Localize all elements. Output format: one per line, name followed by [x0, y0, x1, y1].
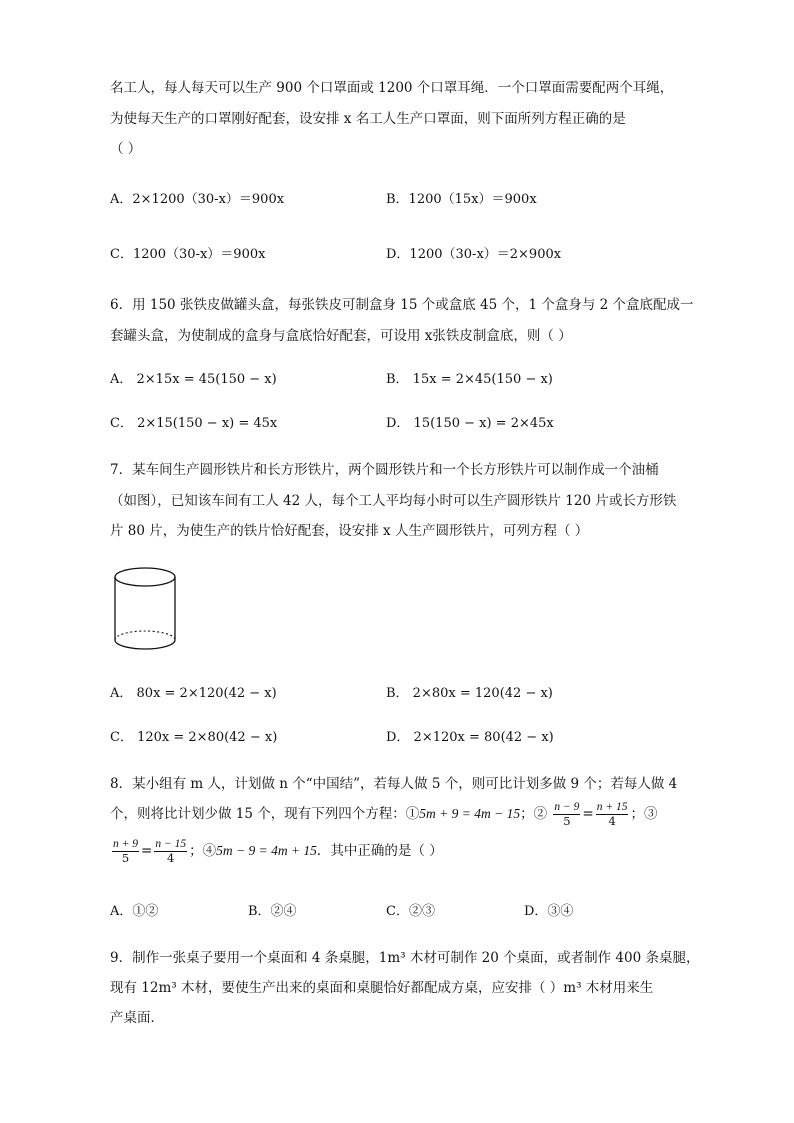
q7-text-line-2: （如图），已知该车间有工人 42 人，每个工人平均每小时可以生产圆形铁片 120 片或长方形铁 — [110, 493, 677, 509]
q8-text-line-1: 8．某小组有 m 人，计划做 n 个“中国结”，若每人做 5 个，则可比计划多做 9 个；若每人做 4 — [110, 776, 678, 792]
q8-equals: = — [141, 843, 153, 860]
q8-question-tail: ．其中正确的是（ ） — [316, 843, 443, 860]
q8-equation-4: 5m − 9 = 4m + 15 — [216, 843, 317, 859]
q5-option-a: A．2×1200（30-x）＝900x — [110, 192, 285, 207]
q6-text-line-1: 6．用 150 张铁皮做罐头盒，每张铁皮可制盒身 15 个或盒底 45 个，1 个盒身与 2 个盒底配成一 — [110, 297, 694, 313]
q6-option-c: C． 2×15(150 − x) = 45x — [110, 416, 278, 431]
q5-text-line-2: 为使每天生产的口罩刚好配套，设安排 x 名工人生产口罩面，则下面所列方程正确的是 — [110, 111, 626, 127]
cylinder-figure — [112, 564, 182, 656]
q8-option-d: D．③④ — [524, 904, 574, 919]
q5-option-c: C．1200（30-x）＝900x — [110, 247, 266, 262]
q9-text-line-2: 现有 12m³ 木材，要使生产出来的桌面和桌腿恰好都配成方桌，应安排（ ）m³ 木材用来生 — [110, 980, 654, 996]
q8-fraction: $\frac{n + 15}{4}$ — [596, 801, 628, 829]
q7-text-line-3: 片 80 片，为使生产的铁片恰好配套，设安排 x 人生产圆形铁片，可列方程（ ） — [110, 523, 589, 539]
q7-option-a: A． 80x = 2×120(42 − x) — [110, 686, 277, 701]
q5-option-d: D．1200（30-x）＝2×900x — [386, 247, 562, 262]
q8-separator: ；② — [520, 806, 548, 823]
q7-option-b: B． 2×80x = 120(42 − x) — [386, 686, 553, 701]
q8-option-c: C．②③ — [386, 904, 435, 919]
q9-text-line-1: 9．制作一张桌子要用一个桌面和 4 条桌腿，1m³ 木材可制作 20 个桌面，或者制作 400 条桌腿， — [110, 950, 700, 966]
q9-text-line-3: 产桌面． — [110, 1010, 164, 1026]
q8-option-b: B．②④ — [248, 904, 297, 919]
q6-option-d: D． 15(150 − x) = 2×45x — [386, 416, 554, 431]
q6-option-a: A． 2×15x = 45(150 − x) — [110, 372, 277, 387]
q7-option-d: D． 2×120x = 80(42 − x) — [386, 730, 554, 745]
q7-text-line-1: 7．某车间生产圆形铁片和长方形铁片，两个圆形铁片和一个长方形铁片可以制作成一个油桶 — [110, 462, 659, 478]
q6-text-line-2: 套罐头盒，为使制成的盒身与盒底恰好配套，可设用 x张铁皮制盒底，则（ ） — [110, 328, 572, 344]
q8-intro: 个，则将比计划少做 15 个，现有下列四个方程：① — [110, 806, 420, 823]
q8-separator: ；③ — [630, 806, 658, 823]
q8-separator: ；④ — [189, 843, 217, 860]
q5-text-line-1: 名工人，每人每天可以生产 900 个口罩面或 1200 个口罩耳绳．一个口罩面需要配两个耳绳， — [110, 80, 674, 96]
q7-option-c: C． 120x = 2×80(42 − x) — [110, 730, 278, 745]
q8-text-line-2 — [110, 801, 657, 828]
q8-fraction: $\frac{n - 9}{5}$ — [554, 801, 580, 829]
q5-option-b: B．1200（15x）＝900x — [386, 192, 537, 207]
q8-equation-1: 5m + 9 = 4m − 15 — [419, 806, 521, 822]
q8-option-a: A．①② — [110, 904, 159, 919]
q8-text-line-3 — [110, 838, 443, 865]
q8-equals: = — [582, 806, 594, 823]
q5-answer-bracket: （ ） — [110, 141, 142, 157]
q6-option-b: B． 15x = 2×45(150 − x) — [386, 372, 553, 387]
q8-fraction: $\frac{n + 9}{5}$ — [113, 838, 139, 866]
q8-fraction: $\frac{n - 15}{4}$ — [155, 838, 187, 866]
